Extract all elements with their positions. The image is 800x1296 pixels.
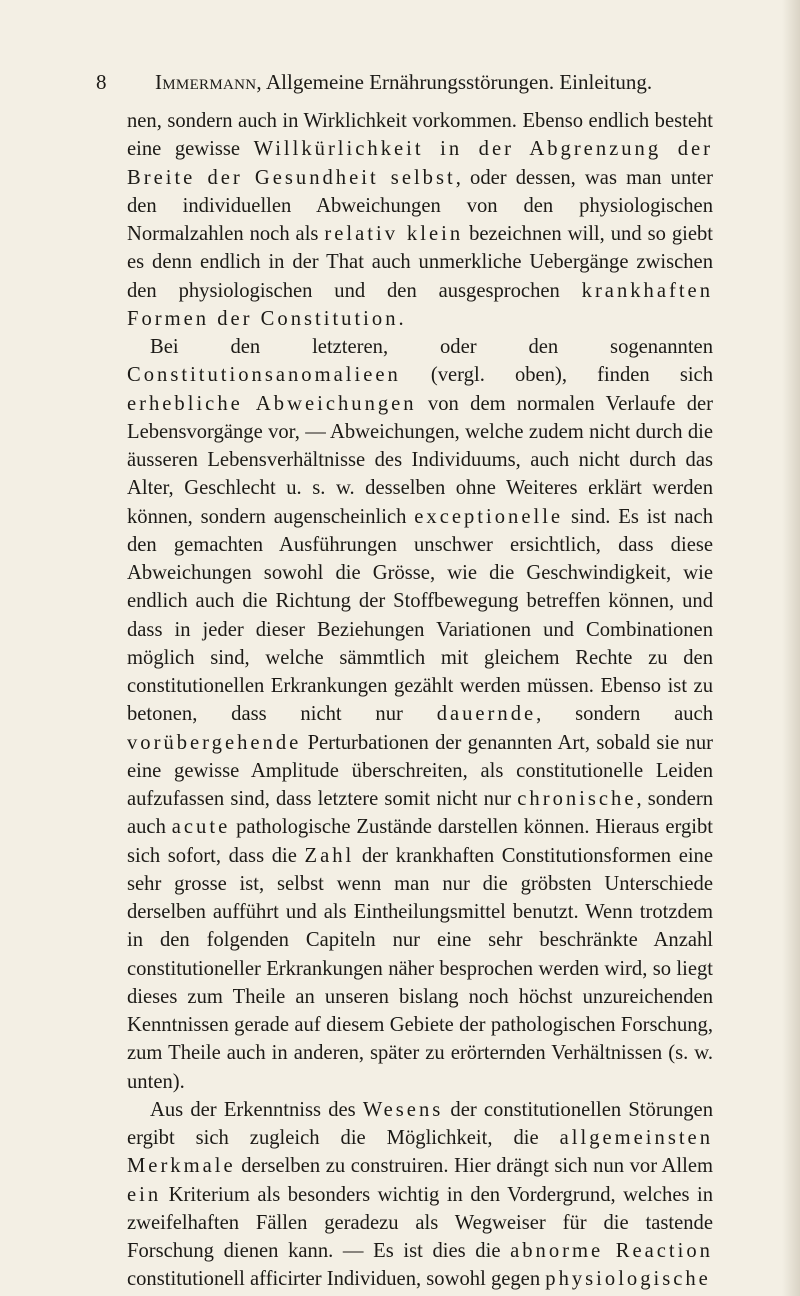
spaced-emphasis: ein: [127, 1183, 162, 1206]
spaced-emphasis: dauernde: [436, 703, 537, 726]
text-run: Kriterium als besonders wichtig in den Vordergrund, welches in zweifelhaften Fällen geradezu als Wegweiser für die tastende Forschung dienen kann. — Es ist dies die: [127, 1183, 713, 1262]
running-head: [155, 70, 652, 95]
paragraph: [127, 107, 713, 333]
text-run: Aus der Erkenntniss des: [150, 1098, 363, 1121]
page-edge-shadow: [782, 0, 800, 1296]
text-run: nen, sondern auch in Wirklichkeit vorkommen. Ebenso endlich besteht eine gewisse: [127, 110, 713, 161]
body-text: [127, 107, 713, 1294]
page-number: 8: [96, 70, 107, 94]
text-run: sind. Es ist nach den gemachten Ausführungen unschwer ersichtlich, dass diese Abweichungen sowohl die Grösse, wie die Geschwindigkeit, wie endlich auch die Richtung der Stoffbewegung betreffen können, und dass in jeder dieser Beziehungen Variationen und Combinationen möglich sind, welche sämmtlich mit gleichem Rechte zu den constitutionellen Erkrankungen gezählt werden müssen. Ebenso ist zu betonen, dass nicht nur: [127, 505, 713, 726]
spaced-emphasis: relativ klein: [324, 223, 464, 245]
page-header: [96, 70, 696, 100]
spaced-emphasis: Zahl: [304, 844, 355, 867]
spaced-emphasis: Willkürlichkeit in der Abgrenzung der Breite der Gesundheit selbst: [127, 138, 713, 189]
text-run: Bei den letzteren, oder den sogenannten: [150, 336, 713, 358]
spaced-emphasis: Wesens: [362, 1098, 444, 1121]
text-run: (vergl. oben), finden sich: [400, 364, 713, 387]
spaced-emphasis: erhebliche Abweichungen: [127, 392, 417, 415]
text-run: derselben zu construiren. Hier drängt sich nun vor Allem: [235, 1155, 713, 1178]
text-run: der krankhaften Constitutionsformen eine sehr grosse ist, selbst wenn man nur die gröbsten Unterschiede derselben aufführt und als Eintheilungsmittel benutzt. Wenn trotzdem in den folgenden Capiteln nur eine sehr beschränkte Anzahl constitutioneller Erkrankungen näher besprochen werden wird, so liegt dieses zum Theile an unseren bislang noch höchst unzureichenden Kenntnissen gerade auf diesem Gebiete der pathologischen Forschung, zum Theile auch in anderen, später zu erörternden Verhältnissen (s. w. unten).: [127, 844, 713, 1093]
text-run: Perturbationen der genannten Art, sobald sie nur eine gewisse Amplitude überschreiten, als constitutionelle Leiden aufzufassen sind, dass letztere somit nicht nur: [127, 731, 713, 810]
spaced-emphasis: vorübergehende: [127, 731, 302, 754]
text-run: .: [398, 307, 404, 330]
spaced-emphasis: physiologische: [545, 1268, 711, 1291]
text-run: , sondern auch: [536, 703, 713, 726]
running-head-author: Immermann,: [155, 70, 262, 94]
text-run: von dem normalen Verlaufe der Lebensvorgänge vor, — Abweichungen, welche zudem nicht durch die äusseren Lebensverhältnisse des Individuums, auch nicht durch das Alter, Geschlecht u. s. w. desselben ohne Weiteres erklärt werden können, sondern augenscheinlich: [127, 392, 713, 528]
spaced-emphasis: krankhaften Formen der Constitution: [127, 279, 713, 330]
text-run: constitutionell afficirter Individuen, sowohl gegen: [127, 1268, 546, 1291]
paragraph: [127, 333, 713, 1096]
spaced-emphasis: abnorme Reaction: [510, 1240, 713, 1262]
text-run: , oder dessen, was man unter den individuellen Abweichungen von den physiologischen Normalzahlen noch als: [127, 166, 713, 245]
spaced-emphasis: exceptionelle: [414, 505, 564, 528]
text-run: bezeichnen will, und so giebt es denn endlich in der That auch unmerkliche Uebergänge zwischen den physiologischen und den ausgesprochen: [127, 223, 714, 302]
spaced-emphasis: Constitutionsanomalieen: [127, 364, 401, 387]
text-run: , sondern auch: [127, 788, 713, 839]
running-head-title: Allgemeine Ernährungsstörungen. Einleitung.: [266, 70, 653, 94]
spaced-emphasis: allgemeinsten Merkmale: [127, 1127, 713, 1178]
spaced-emphasis: chronische: [517, 788, 637, 810]
spaced-emphasis: acute: [171, 816, 231, 839]
paragraph: [127, 1096, 713, 1294]
text-run: pathologische Zustände darstellen können. Hieraus ergibt sich sofort, dass die: [127, 816, 713, 867]
text-run: der constitutionellen Störungen ergibt sich zugleich die Möglichkeit, die: [127, 1098, 713, 1149]
